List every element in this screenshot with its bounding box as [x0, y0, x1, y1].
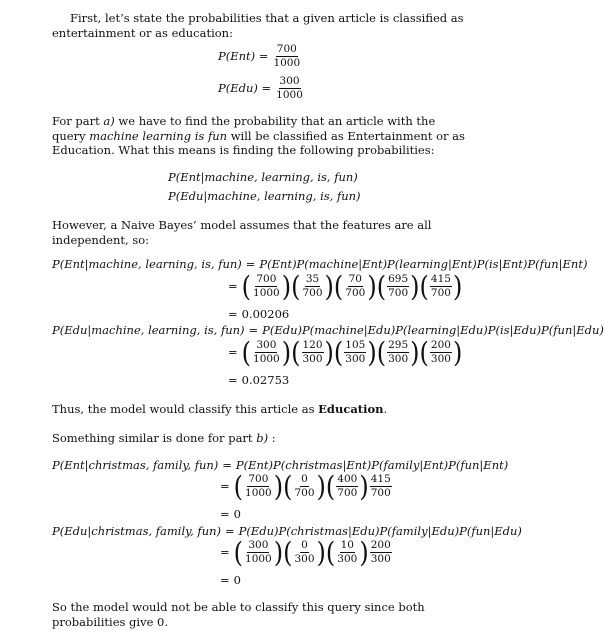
equals-sign: =: [228, 373, 238, 387]
deriv-b-ent-expand: P(Ent)P(christmas|Ent)P(family|Ent)P(fun|Ent): [235, 458, 509, 472]
fraction: [252, 274, 281, 299]
parenthesized-fraction: ( $\frac{700}{1000}$ ): [241, 270, 292, 303]
part-b-text: Something similar is done for part: [52, 431, 257, 445]
deriv-a-edu-line1: [52, 323, 604, 338]
target-edu: P(Edu|machine, learning, is, fun): [168, 189, 361, 203]
fraction: [344, 274, 366, 299]
deriv-b-edu-lhs: P(Edu|christmas, family, fun): [52, 524, 221, 538]
fraction-denominator: 300: [370, 553, 391, 566]
prior-edu-fraction: [275, 76, 304, 101]
parenthesized-fraction: ( $\frac{300}{1000}$ ): [233, 536, 284, 569]
fraction-numerator: 0: [300, 540, 309, 553]
fraction-denominator: 1000: [253, 287, 280, 300]
deriv-b-edu-result-value: 0: [233, 573, 241, 587]
fraction: [244, 540, 273, 565]
fraction-denominator: 700: [345, 287, 366, 300]
conclusion-a-class: Education: [318, 402, 384, 416]
equals-sign: =: [222, 458, 232, 472]
fraction-denominator: 1000: [253, 353, 280, 366]
fraction-numerator: 415: [430, 274, 452, 287]
parenthesized-fraction: ( $\frac{415}{700}$ ): [419, 270, 463, 303]
conclusion-a-text: Thus, the model would classify this article as: [52, 402, 319, 416]
fraction-numerator: 300: [247, 540, 269, 553]
equals-sign: =: [248, 323, 259, 337]
parenthesized-fraction: ( $\frac{0}{300}$ ): [283, 536, 326, 569]
fraction-denominator: 700: [302, 287, 323, 300]
fraction-numerator: 200: [430, 340, 452, 353]
fraction: [430, 340, 452, 365]
prior-ent: [218, 44, 302, 69]
parenthesized-fraction: ( $\frac{105}{300}$ ): [333, 336, 377, 369]
fraction-numerator: 695: [387, 274, 409, 287]
part-b-colon: :: [268, 431, 276, 445]
deriv-b-ent-result-value: 0: [233, 507, 241, 521]
deriv-b-ent-lhs: P(Ent|christmas, family, fun): [52, 458, 219, 472]
fraction-numerator: 120: [302, 340, 324, 353]
prior-edu-lhs: P(Edu) =: [218, 81, 272, 96]
fraction-denominator: 700: [337, 487, 358, 500]
deriv-b-edu-fractions: [220, 536, 393, 569]
fraction-numerator: 105: [344, 340, 366, 353]
deriv-a-edu-expand: P(Edu)P(machine|Edu)P(learning|Edu)P(is|Edu)P(fun|Edu): [262, 323, 604, 337]
deriv-a-edu-lhs: P(Edu|machine, learning, is, fun): [52, 323, 245, 337]
fraction-numerator: 200: [370, 540, 392, 553]
fraction: [294, 540, 316, 565]
parenthesized-fraction: ( $\frac{400}{700}$ ): [325, 470, 369, 503]
parenthesized-fraction: ( $\frac{70}{700}$ ): [333, 270, 377, 303]
part-a-query: machine learning is fun: [89, 128, 228, 143]
fraction-denominator: 1000: [245, 487, 272, 500]
prior-edu-den: 1000: [276, 89, 303, 102]
fraction-denominator: 700: [294, 487, 315, 500]
part-a-text-2: we have to find the probability that an article with the query: [52, 114, 436, 143]
equals-sign: =: [220, 573, 230, 587]
final-note: So the model would not be able to classify this query since both probabilities give 0.: [52, 600, 425, 629]
fraction-denominator: 300: [430, 353, 451, 366]
conclusion-a-period: .: [383, 402, 388, 416]
intro-paragraph: First, let’s state the probabilities that a given article is classified as entertainment or as education:: [52, 11, 464, 40]
equals-sign: =: [228, 345, 238, 360]
prior-ent-num: 700: [276, 44, 298, 57]
deriv-a-ent-result-value: 0.00206: [241, 307, 290, 321]
fraction-numerator: 295: [387, 340, 409, 353]
prior-ent-den: 1000: [273, 57, 301, 70]
fraction-numerator: 35: [305, 274, 320, 287]
deriv-b-edu-expand: P(Edu)P(christmas|Edu)P(family|Edu)P(fun|Edu): [238, 524, 522, 538]
fraction-denominator: 300: [294, 553, 315, 566]
fraction: [294, 474, 316, 499]
parenthesized-fraction: ( $\frac{700}{1000}$ ): [233, 470, 284, 503]
fraction-denominator: 300: [388, 353, 409, 366]
fraction-numerator: 10: [340, 540, 355, 553]
deriv-a-edu-result-value: 0.02753: [241, 373, 290, 387]
deriv-b-ent-fractions: [220, 470, 393, 503]
part-a-paragraph: [52, 114, 472, 158]
fraction-numerator: 415: [370, 474, 392, 487]
equals-sign: =: [228, 307, 238, 321]
fraction-numerator: 300: [255, 340, 277, 353]
deriv-a-ent-line1: [52, 257, 587, 272]
fraction: [302, 340, 324, 365]
equals-sign: =: [228, 279, 238, 294]
prior-edu-num: 300: [279, 76, 301, 89]
parenthesized-fraction: ( $\frac{10}{300}$ ): [325, 536, 369, 569]
fraction: [430, 274, 452, 299]
equals-sign: =: [220, 545, 230, 560]
fraction-denominator: 700: [370, 487, 391, 500]
part-b-paragraph: [52, 431, 472, 446]
prior-edu: [218, 76, 305, 101]
fraction: [302, 274, 324, 299]
fraction: [336, 540, 358, 565]
parenthesized-fraction: ( $\frac{695}{700}$ ): [376, 270, 420, 303]
fraction: [344, 340, 366, 365]
target-ent: P(Ent|machine, learning, is, fun): [168, 170, 358, 184]
fraction-denominator: 700: [430, 287, 451, 300]
deriv-a-ent-fractions: [228, 270, 463, 303]
parenthesized-fraction: ( $\frac{200}{300}$ ): [419, 336, 463, 369]
deriv-a-edu-result: [228, 373, 289, 388]
fraction: [370, 540, 392, 565]
deriv-b-edu-result: [220, 573, 241, 588]
part-b-label: b): [256, 431, 269, 445]
deriv-b-ent-result: [220, 507, 241, 522]
fraction: [336, 474, 358, 499]
prior-ent-fraction: [272, 44, 301, 69]
equals-sign: =: [220, 507, 230, 521]
fraction-numerator: 400: [336, 474, 358, 487]
part-a-text-1: For part: [52, 114, 104, 128]
fraction-numerator: 700: [247, 474, 269, 487]
equals-sign: =: [225, 524, 235, 538]
parenthesized-fraction: ( $\frac{35}{700}$ ): [291, 270, 334, 303]
fraction-denominator: 1000: [245, 553, 272, 566]
fraction-numerator: 70: [348, 274, 363, 287]
equals-sign: =: [245, 257, 256, 271]
fraction: [252, 340, 281, 365]
deriv-a-ent-expand: P(Ent)P(machine|Ent)P(learning|Ent)P(is|Ent)P(fun|Ent): [259, 257, 588, 271]
fraction-denominator: 300: [337, 553, 358, 566]
conclusion-a: [52, 402, 472, 417]
fraction: [370, 474, 392, 499]
parenthesized-fraction: ( $\frac{295}{300}$ ): [376, 336, 420, 369]
naive-bayes-note: However, a Naive Bayes’ model assumes that the features are all independent, so:: [52, 218, 432, 247]
parenthesized-fraction: ( $\frac{0}{700}$ ): [283, 470, 326, 503]
equals-sign: =: [220, 479, 230, 494]
fraction-denominator: 300: [302, 353, 323, 366]
fraction-denominator: 300: [345, 353, 366, 366]
deriv-a-edu-fractions: [228, 336, 463, 369]
fraction-numerator: 700: [255, 274, 277, 287]
fraction-numerator: 0: [300, 474, 309, 487]
deriv-a-ent-lhs: P(Ent|machine, learning, is, fun): [52, 257, 242, 271]
prior-ent-lhs: P(Ent) =: [218, 49, 269, 64]
fraction: [387, 274, 409, 299]
parenthesized-fraction: ( $\frac{120}{300}$ ): [291, 336, 334, 369]
part-a-label: a): [103, 114, 115, 128]
fraction: [387, 340, 409, 365]
fraction: [244, 474, 273, 499]
parenthesized-fraction: ( $\frac{300}{1000}$ ): [241, 336, 292, 369]
deriv-a-ent-result: [228, 307, 289, 322]
part-a-text-3: will be classified as Entertainment or as Education. What this means is finding the following probabilities:: [52, 128, 465, 158]
fraction-denominator: 700: [388, 287, 409, 300]
